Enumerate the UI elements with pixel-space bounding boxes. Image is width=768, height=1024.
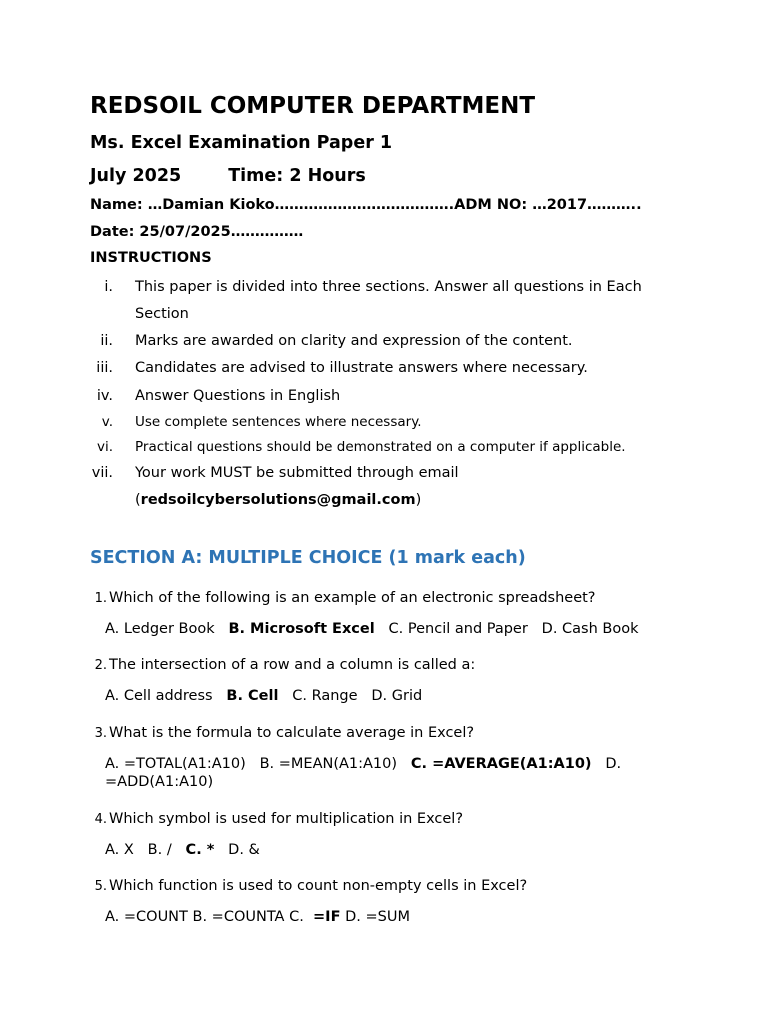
question-number: 5. bbox=[94, 879, 107, 894]
instruction-number: vii. bbox=[91, 465, 113, 481]
question-number: 1. bbox=[94, 591, 107, 606]
email-address: redsoilcybersolutions@gmail.com bbox=[140, 492, 416, 508]
section-a-heading: SECTION A: MULTIPLE CHOICE (1 mark each) bbox=[90, 548, 526, 568]
question-options bbox=[105, 842, 260, 858]
instruction-number: vi. bbox=[96, 439, 113, 455]
instruction-email-line: (redsoilcybersolutions@gmail.com) bbox=[135, 492, 422, 508]
option-b: B. Microsoft Excel bbox=[228, 621, 375, 637]
option-c: C. bbox=[289, 909, 304, 925]
instruction-text: Section bbox=[135, 306, 189, 322]
option-a: A. =COUNT bbox=[105, 909, 188, 925]
question-number: 2. bbox=[94, 658, 107, 673]
option-d: D. =SUM bbox=[345, 909, 410, 925]
question-options bbox=[105, 621, 639, 637]
question-text: Which of the following is an example of an electronic spreadsheet? bbox=[109, 590, 596, 606]
instruction-text: Practical questions should be demonstrated on a computer if applicable. bbox=[135, 439, 626, 455]
question-text: The intersection of a row and a column is called a: bbox=[109, 657, 476, 673]
date-time-line bbox=[90, 166, 366, 186]
question-options bbox=[105, 909, 410, 925]
question-text: What is the formula to calculate average in Excel? bbox=[109, 725, 475, 741]
option-a: A. Ledger Book bbox=[105, 621, 215, 637]
instruction-text: This paper is divided into three sections. Answer all questions in Each bbox=[135, 279, 642, 295]
option-d-continued: =ADD(A1:A10) bbox=[105, 774, 214, 790]
option-c: C. Pencil and Paper bbox=[388, 621, 528, 637]
page-title: REDSOIL COMPUTER DEPARTMENT bbox=[90, 93, 536, 119]
name-adm-line: Name: …Damian Kioko……………………………….ADM NO: …2017……….. bbox=[90, 197, 642, 213]
instructions-heading: INSTRUCTIONS bbox=[90, 250, 212, 266]
question-text: Which function is used to count non-empty cells in Excel? bbox=[109, 878, 528, 894]
instruction-number: v. bbox=[101, 414, 113, 430]
exam-date: July 2025 bbox=[90, 166, 182, 186]
option-a: A. Cell address bbox=[105, 688, 213, 704]
option-d: D. Grid bbox=[371, 688, 423, 704]
instruction-number: iv. bbox=[96, 388, 113, 404]
option-b: B. Cell bbox=[226, 688, 279, 704]
option-d: D. Cash Book bbox=[541, 621, 639, 637]
instruction-number: ii. bbox=[100, 333, 113, 349]
instruction-text: Use complete sentences where necessary. bbox=[135, 414, 422, 430]
question-number: 3. bbox=[94, 726, 107, 741]
option-a: A. =TOTAL(A1:A10) bbox=[105, 756, 246, 772]
question-options bbox=[105, 756, 621, 772]
option-b: B. / bbox=[147, 842, 172, 858]
instruction-text: Your work MUST be submitted through email bbox=[135, 465, 459, 481]
option-d: D. & bbox=[228, 842, 260, 858]
instruction-text: Answer Questions in English bbox=[135, 388, 341, 404]
date-line: Date: 25/07/2025…………… bbox=[90, 224, 304, 240]
option-a: A. X bbox=[105, 842, 134, 858]
question-number: 4. bbox=[94, 812, 107, 827]
option-c-answer: =IF bbox=[313, 909, 341, 925]
option-d: D. bbox=[605, 756, 622, 772]
option-c: C. * bbox=[185, 842, 215, 858]
exam-time: Time: 2 Hours bbox=[228, 166, 366, 186]
instruction-number: iii. bbox=[96, 360, 113, 376]
instruction-text: Marks are awarded on clarity and expression of the content. bbox=[135, 333, 573, 349]
option-c: C. Range bbox=[292, 688, 358, 704]
instruction-number: i. bbox=[104, 279, 113, 295]
option-b: B. =COUNTA bbox=[192, 909, 285, 925]
question-options bbox=[105, 688, 422, 704]
question-text: Which symbol is used for multiplication in Excel? bbox=[109, 811, 464, 827]
option-b: B. =MEAN(A1:A10) bbox=[259, 756, 398, 772]
instruction-text: Candidates are advised to illustrate answers where necessary. bbox=[135, 360, 588, 376]
exam-subtitle: Ms. Excel Examination Paper 1 bbox=[90, 133, 393, 153]
option-c: C. =AVERAGE(A1:A10) bbox=[410, 756, 592, 772]
